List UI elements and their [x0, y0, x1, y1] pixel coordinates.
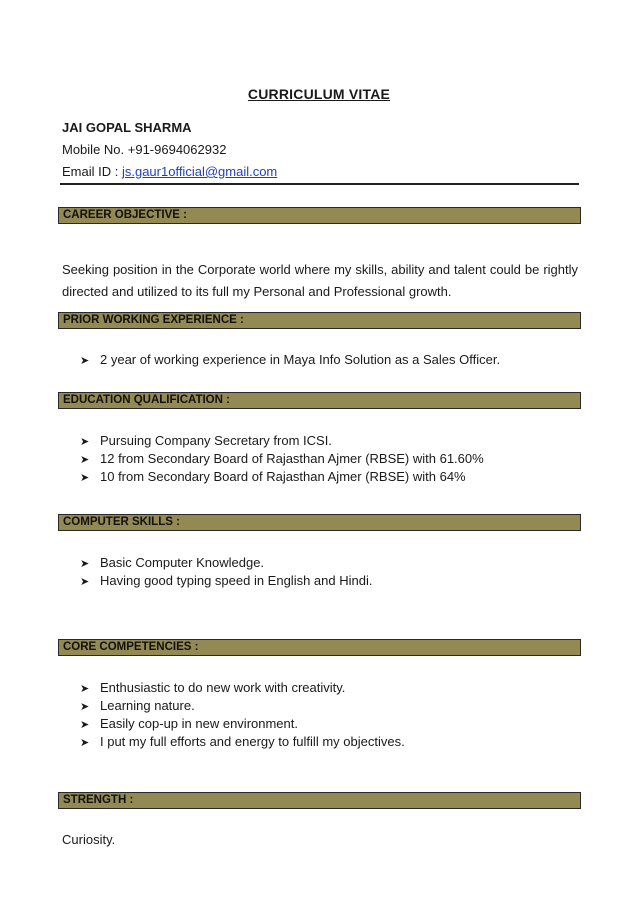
- list-item: ➤ Learning nature.: [80, 697, 405, 715]
- arrow-bullet-icon: ➤: [80, 701, 90, 713]
- section-heading-experience: PRIOR WORKING EXPERIENCE :: [58, 312, 581, 329]
- arrow-bullet-icon: ➤: [80, 737, 90, 749]
- computer-skills-list: [80, 554, 372, 590]
- email-line: [62, 164, 277, 179]
- arrow-bullet-icon: ➤: [80, 436, 90, 448]
- mobile-number: Mobile No. +91-9694062932: [62, 142, 227, 157]
- arrow-bullet-icon: ➤: [80, 719, 90, 731]
- list-item: ➤ Enthusiastic to do new work with creativity.: [80, 679, 405, 697]
- arrow-bullet-icon: ➤: [80, 355, 90, 367]
- arrow-bullet-icon: ➤: [80, 454, 90, 466]
- arrow-bullet-icon: ➤: [80, 472, 90, 484]
- section-heading-career-objective: CAREER OBJECTIVE :: [58, 207, 581, 224]
- list-item: ➤ 12 from Secondary Board of Rajasthan Ajmer (RBSE) with 61.60%: [80, 450, 484, 468]
- list-item: ➤ 10 from Secondary Board of Rajasthan Ajmer (RBSE) with 64%: [80, 468, 484, 486]
- section-heading-education: EDUCATION QUALIFICATION :: [58, 392, 581, 409]
- arrow-bullet-icon: ➤: [80, 683, 90, 695]
- list-item: ➤ I put my full efforts and energy to fulfill my objectives.: [80, 733, 405, 751]
- strength-text: Curiosity.: [62, 832, 116, 847]
- list-item: ➤ Having good typing speed in English and Hindi.: [80, 572, 372, 590]
- experience-list: [80, 351, 500, 369]
- list-item: ➤ Basic Computer Knowledge.: [80, 554, 372, 572]
- list-item: ➤ Pursuing Company Secretary from ICSI.: [80, 432, 484, 450]
- core-competencies-list: [80, 679, 405, 751]
- section-heading-core-competencies: CORE COMPETENCIES :: [58, 639, 581, 656]
- email-link[interactable]: js.gaur1official@gmail.com: [121, 164, 278, 179]
- document-title: CURRICULUM VITAE: [247, 86, 391, 102]
- education-list: [80, 432, 484, 486]
- header-divider: [60, 183, 579, 185]
- career-objective-text: Seeking position in the Corporate world where my skills, ability and talent could be rightly directed and utilized to its full my Personal and Professional growth.: [62, 262, 578, 299]
- email-label: Email ID :: [62, 164, 122, 179]
- section-heading-computer-skills: COMPUTER SKILLS :: [58, 514, 581, 531]
- list-item: ➤ 2 year of working experience in Maya Info Solution as a Sales Officer.: [80, 351, 500, 369]
- arrow-bullet-icon: ➤: [80, 558, 90, 570]
- section-heading-strength: STRENGTH :: [58, 792, 581, 809]
- candidate-name: JAI GOPAL SHARMA: [62, 120, 192, 135]
- list-item: ➤ Easily cop-up in new environment.: [80, 715, 405, 733]
- arrow-bullet-icon: ➤: [80, 576, 90, 588]
